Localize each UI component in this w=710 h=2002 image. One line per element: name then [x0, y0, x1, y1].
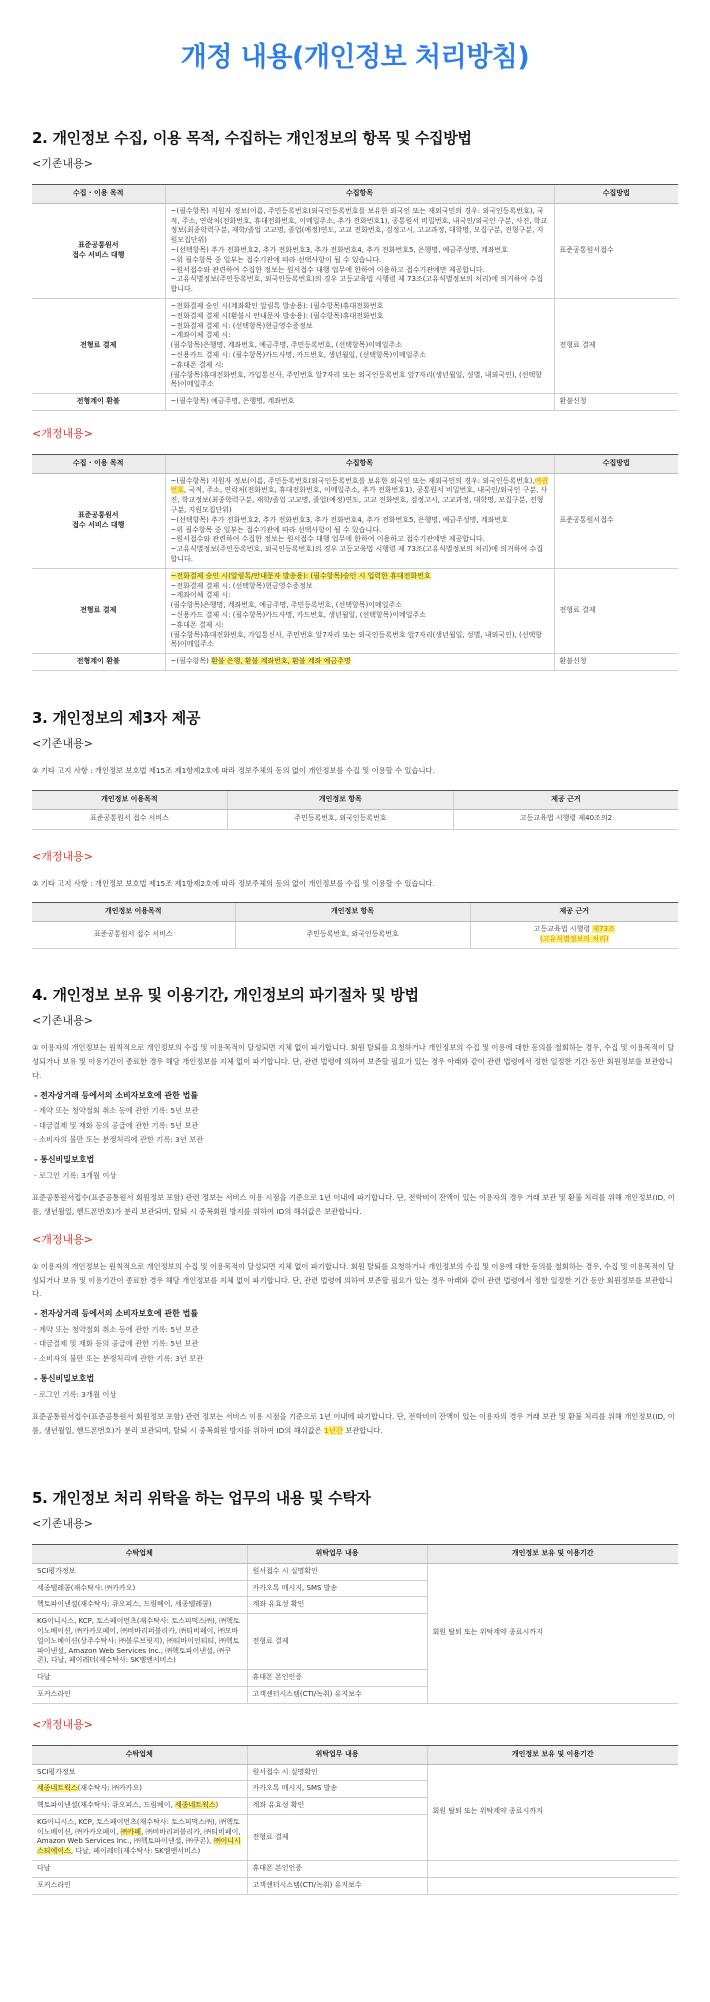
cell-company: SCI평가정보: [32, 1764, 247, 1781]
cell-purpose: 전형료 결제: [32, 299, 165, 394]
cell-task: 원서접수 시 실명확인: [247, 1764, 427, 1781]
cell-company: 포커스라인: [32, 1877, 247, 1894]
cell-period: 회원 탈퇴 또는 위탁계약 종료시까지: [427, 1563, 678, 1703]
list-item: - 로그인 기록: 3개월 이상: [34, 1170, 117, 1180]
highlight: 제73조: [592, 925, 615, 934]
highlight: 환불 은행, 환불 계좌번호, 환불 계좌 예금주명: [211, 657, 351, 666]
cell-company: KG이니시스, KCP, 토스페이먼츠(재수탁사: 토스피먹스㈜), ㈜헥토이노베이션, ㈜카카오페이, ㈜비바리퍼블리카, ㈜티비페이, ㈜모바일이노베이션(상주수탁사: ㈜블루브릿지), ㈜티바이언티티, ㈜헥토파이낸셜, Amazon Web Services Inc., ㈜헥토파이낸셜, ㈜쿠콘), 다날, 페이레터(재수탁사: SK엠앤서비스): [32, 1614, 247, 1670]
table-row: [32, 809, 678, 829]
th-company: 수탁업체: [32, 1545, 247, 1564]
table-row: [32, 568, 678, 653]
law-heading: - 통신비밀보호법: [34, 1155, 95, 1165]
label-new: <개정내용>: [32, 849, 93, 863]
th-purpose: 개인정보 이용목적: [32, 903, 235, 922]
cell-company: [32, 1798, 247, 1815]
label-base: <기존내용>: [32, 1517, 93, 1531]
s3-note: ② 기타 고지 사항 : 개인정보 보호법 제15조 제1항제2호에 따라 정보주체의 동의 없이 개인정보를 수집 및 이용할 수 있습니다.: [32, 766, 435, 776]
table-row: [32, 1877, 678, 1894]
text: 헥토파이낸셜(재수탁사: 큐오피스, 드림베이,: [37, 1801, 175, 1810]
cell-task: 카카오톡 메시지, SMS 발송: [247, 1580, 427, 1597]
text: ~(필수항목) 지원자 정보(이름, 주민등록번호(외국인등록번호를 보유한 외국인 또는 재외국민의 경우: 외국인등록번호),: [170, 476, 535, 485]
law-heading: - 통신비밀보호법: [34, 1373, 95, 1383]
cell-task: 카카오톡 메시지, SMS 발송: [247, 1781, 427, 1798]
section-2-title: 2. 개인정보 수집, 이용 목적, 수집하는 개인정보의 항목 및 수집방법: [32, 129, 472, 147]
text: ): [215, 1801, 219, 1810]
label-base: <기존내용>: [32, 737, 93, 751]
table-row: [32, 654, 678, 671]
table-row: [32, 394, 678, 411]
law-heading: - 전자상거래 등에서의 소비자보호에 관한 법률: [34, 1309, 199, 1319]
table-row: [32, 1764, 678, 1781]
s2-new-table: [32, 454, 678, 671]
label-new: <개정내용>: [32, 1717, 93, 1731]
text: , ㈜비바리퍼블리카, ㈜티비페이, Amazon Web Services Inc., ㈜헥토파이낸셜, ㈜쿠콘),: [37, 1827, 241, 1846]
cell-company: 헥토파이낸셜(재수탁사: 큐오피스, 드림베이, 세종텔레콤): [32, 1597, 247, 1614]
table-row: [32, 203, 678, 298]
cell-items: 주민등록번호, 외국인등록번호: [235, 922, 470, 949]
page-title: 개정 내용(개인정보 처리방침): [180, 42, 530, 73]
th-basis: 제공 근거: [453, 790, 678, 809]
text: , 국적, 주소, 연락처(전화번호, 휴대전화번호, 이메일주소, 추가 전화번호1), 공통원서 비밀번호, 내국인/외국인 구분, 사진, 학교정보(최종학력구분, 재학/졸업 고교명, 졸업(예정)연도, 고교 전화번호, 검정고시, 고교과정, 대학명, 모집구분, 전형구분, 지원모집단위) ~(선택항목) 추가 전화번호2, 추가 전화번호3, 추가 전화번호4, 추가 전화번호5, 은행명, 예금주성명, 계좌번호 ~위 필수항목 중 일부는 접수기관에 따라 선택사항이 될 수 있습니다. ~원서접수와 관련하여 수집한 정보는 원서접수 대행 업무에 한하여 이용하고 접수기관에만 제공합니다. ~고유식별정보(주민등록번호, 외국인등록번호)의 경우 고등교육법 시행령 제 73조(고유식별정보의 처리)에 의거하여 수집합니다.: [170, 486, 548, 564]
cell-company: [32, 1781, 247, 1798]
table-row: [32, 1861, 678, 1878]
label-new: <개정내용>: [32, 1232, 93, 1246]
cell-items: [165, 654, 554, 671]
s3-note: ② 기타 고지 사항 : 개인정보 보호법 제15조 제1항제2호에 따라 정보주체의 동의 없이 개인정보를 수집 및 이용할 수 있습니다.: [32, 878, 435, 888]
cell-purpose: 표준공통원서 접수 서비스: [32, 922, 235, 949]
highlight: 세종네트웍스: [37, 1784, 78, 1793]
list-item: - 계약 또는 청약철회 취소 등에 관한 기록: 5년 보관: [34, 1106, 199, 1116]
cell-purpose: 전형계이 환불: [32, 654, 165, 671]
th-company: 수탁업체: [32, 1745, 247, 1764]
section-5-title: 5. 개인정보 처리 위탁을 하는 업무의 내용 및 수탁자: [32, 1489, 371, 1507]
cell-purpose: 표준공통원서 접수 서비스: [32, 809, 227, 829]
th-items: 수집항목: [165, 454, 554, 473]
list-item: - 소비자의 불만 또는 분쟁처리에 관한 기록: 3년 보관: [34, 1134, 204, 1144]
law-heading: - 전자상거래 등에서의 소비자보호에 관한 법률: [34, 1090, 199, 1100]
cell-company: 다날: [32, 1861, 247, 1878]
cell-task: 계좌 유효성 확인: [247, 1597, 427, 1614]
section-4: [32, 985, 678, 1437]
highlight: 여권번호: [170, 476, 549, 495]
cell-method: 환불신청: [554, 394, 678, 411]
th-period: 개인정보 보유 및 이용기간: [427, 1545, 678, 1564]
cell-method: 표준공통원서접수: [554, 473, 678, 568]
th-purpose: 수집 · 이용 목적: [32, 185, 165, 204]
cell-company: 다날: [32, 1670, 247, 1687]
cell-items: [165, 473, 554, 568]
th-purpose: 개인정보 이용목적: [32, 790, 227, 809]
th-task: 위탁업무 내용: [247, 1545, 427, 1564]
cell-purpose: 전형계이 환불: [32, 394, 165, 411]
cell-items: 주민등록번호, 외국인등록번호: [227, 809, 453, 829]
s5-base-table: [32, 1544, 678, 1704]
s4-para-2: 표준공통원서접수(표준공통원서 회원정보 포함) 관련 정보는 서비스 이용 시점을 기준으로 1년 이내에 파기합니다. 단, 전학비이 잔액이 있는 이용자의 경우 거래 보관 및 환불 처리를 위해 개인정보(ID, 이름, 생년월일, 핸드폰번호)가 분리 보관되며, 탈퇴 시 중복회원 방지를 위하여 ID의 해쉬값은 보관합니다.: [32, 1193, 675, 1216]
table-row: [32, 1563, 678, 1580]
highlight: ㈜카페: [120, 1827, 142, 1836]
list-item: - 소비자의 불만 또는 분쟁처리에 관한 기록: 3년 보관: [34, 1353, 204, 1363]
section-3-title: 3. 개인정보의 제3자 제공: [32, 709, 201, 727]
cell-method: 전형료 결제: [554, 299, 678, 394]
cell-task: 계좌 유효성 확인: [247, 1798, 427, 1815]
cell-company: [32, 1814, 247, 1860]
section-5: [32, 1488, 678, 1895]
label-base: <기존내용>: [32, 1014, 93, 1028]
cell-company: SCI평가정보: [32, 1563, 247, 1580]
section-3: [32, 708, 678, 949]
cell-task: 전형료 결제: [247, 1814, 427, 1860]
s5-new-table: [32, 1745, 678, 1895]
s3-new-table: [32, 902, 678, 948]
list-item: - 로그인 기록: 3개월 이상: [34, 1389, 117, 1399]
th-task: 위탁업무 내용: [247, 1745, 427, 1764]
table-row: [32, 473, 678, 568]
cell-items: ~(필수항목) 예금주명, 은행명, 계좌번호: [165, 394, 554, 411]
section-2: [32, 128, 678, 671]
s4-para-1: ① 이용자의 개인정보는 원칙적으로 개인정보의 수집 및 이용목적이 달성되면 지체 없이 파기합니다. 회원 탈퇴를 요청하거나 개인정보의 수집 및 이용에 대한 동의를 철회하는 경우, 수집 및 이용목적이 달성되거나 보유 및 이용기간이 종료한 경우 해당 개인정보를 지체 없이 파기합니다. 단, 관련 법령에 의하여 보존할 필요가 있는 경우 아래와 같이 관련 법령에서 정한 일정한 기간 동안 회원정보를 보관합니다.: [32, 1261, 675, 1299]
cell-items: ~(필수항목) 지원자 정보(이름, 주민등록번호(외국인등록번호를 보유한 외국인 또는 재외국민의 경우: 외국인등록번호), 국적, 주소, 연락처(전화번호, 휴대전화번호, 이메일주소, 추가 전화번호1), 공통원서 비밀번호, 내국인/외국인 구분, 사진, 학교정보(최종학력구분, 재학/졸업 고교명, 졸업(예정)연도, 고교 전화번호, 검정고시, 고교과정, 대학명, 모집구분, 전형구분, 지원모집단위) ~(선택항목) 추가 전화번호2, 추가 전화번호3, 추가 전화번호4, 추가 전화번호5, 은행명, 예금주성명, 계좌번호 ~위 필수항목 중 일부는 접수기관에 따라 선택사항이 될 수 있습니다. ~원서접수와 관련하여 수집한 정보는 원서접수 대행 업무에 한하여 이용하고 접수기관에만 제공합니다. ~고유식별정보(주민등록번호, 외국인등록번호)의 경우 고등교육법 시행령 제 73조(고유식별정보의 처리)에 의거하여 수집합니다.: [165, 203, 554, 298]
text: 보관합니다.: [342, 1425, 383, 1435]
cell-period-empty: [427, 1861, 678, 1878]
text: KG이니시스, KCP, 토스페이먼츠(재수탁사: 토스피먹스㈜), ㈜헥토이노베이션, ㈜카카오페이,: [37, 1817, 240, 1836]
table-row: [32, 299, 678, 394]
list-item: - 계약 또는 청약철회 취소 등에 관한 기록: 5년 보관: [34, 1325, 199, 1335]
th-items: 수집항목: [165, 185, 554, 204]
text: (재수탁사: ㈜카카오): [77, 1784, 142, 1793]
cell-period: 회원 탈퇴 또는 위탁계약 종료시까지: [427, 1764, 678, 1861]
highlight: 세종네트웍스: [174, 1801, 216, 1810]
th-items: 개인정보 항목: [227, 790, 453, 809]
cell-task: 전형료 결제: [247, 1614, 427, 1670]
cell-purpose: 표준공통원서 접수 서비스 대행: [32, 203, 165, 298]
cell-purpose: 표준공통원서 접수 서비스 대행: [32, 473, 165, 568]
s4-para-2: [32, 1410, 678, 1438]
th-items: 개인정보 항목: [235, 903, 470, 922]
text: ~(필수항목): [170, 657, 212, 666]
label-base: <기존내용>: [32, 157, 93, 171]
th-purpose: 수집 · 이용 목적: [32, 454, 165, 473]
text: , 다날, 페이레터(재수탁사: SK엠앤서비스): [70, 1847, 201, 1856]
text: 고등교육법 시행령: [533, 925, 593, 934]
cell-company: 포커스라인: [32, 1687, 247, 1704]
cell-task: 고객센터시스템(CTI/녹취) 유지보수: [247, 1687, 427, 1704]
text: ~전화결제 결제 시: (선택항목)현금영수증정보 ~계좌이체 결제 시: (필수항목)은행명, 계좌번호, 예금주명, 주민등록번호, (선택항목)이메일주소 ~신용카드 결제 시: (필수항목)카드사명, 카드번호, 생년월일, (선택항목)이메일주소 ~휴대폰 결제 시: (필수항목)휴대전화번호, 가입통신사, 주민번호 앞7자리 또는 외국인등록번호 앞7자리(생년월일, 성별, 내외국인), (선택항목)이메일주소: [170, 581, 543, 649]
highlight: 1년간: [324, 1425, 343, 1435]
cell-items: ~전화결제 승인 시(계좌확인 알림톡 발송용): (필수항목)휴대전화번호 ~전화결제 결제 시(환불시 안내문자 발송용): (필수항목)휴대전화번호 ~전화결제 결제 시: (선택항목)현금영수증정보 ~계좌이체 결제 시: (필수항목)은행명, 계좌번호, 예금주명, 주민등록번호, (선택항목)이메일주소 ~신용카드 결제 시: (필수항목)카드사명, 카드번호, 생년월일, (선택항목)이메일주소 ~휴대폰 결제 시: (필수항목)휴대전화번호, 가입통신사, 주민번호 앞7자리 또는 외국인등록번호 앞7자리(생년월일, 성별, 내외국인), (선택항목)이메일주소: [165, 299, 554, 394]
highlight: ㈜이니시스티에이스: [37, 1837, 241, 1856]
list-item: - 대금결제 및 재화 등의 공급에 관한 기록: 5년 보관: [34, 1339, 199, 1349]
cell-task: 원서접수 시 실명확인: [247, 1563, 427, 1580]
text: 표준공통원서접수(표준공통원서 회원정보 포함) 관련 정보는 서비스 이용 시점을 기준으로 1년 이내에 파기합니다. 단, 전학비이 잔액이 있는 이용자의 경우 거래 보관 및 환불 처리를 위해 개인정보(ID, 이름, 생년월일, 핸드폰번호)가 분리 보관되며, 탈퇴 시 중복회원 방지를 위하여 ID의 해쉬값은: [32, 1411, 675, 1435]
cell-task: 휴대폰 본인인증: [247, 1861, 427, 1878]
cell-basis: [470, 922, 678, 949]
cell-task: 휴대폰 본인인증: [247, 1670, 427, 1687]
cell-items: [165, 568, 554, 653]
cell-method: 전형료 결제: [554, 568, 678, 653]
th-method: 수집방법: [554, 454, 678, 473]
highlight: ~전화결제 승인 시(알림톡/안내문자 발송용): (필수항목)승인 시 입력한 휴대전화번호: [170, 571, 431, 580]
cell-company: 세종텔레콤(재수탁사: ㈜카카오): [32, 1580, 247, 1597]
th-period: 개인정보 보유 및 이용기간: [427, 1745, 678, 1764]
table-row: [32, 922, 678, 949]
list-item: - 대금결제 및 재화 등의 공급에 관한 기록: 5년 보관: [34, 1120, 199, 1130]
th-method: 수집방법: [554, 185, 678, 204]
cell-method: 표준공통원서접수: [554, 203, 678, 298]
highlight: (고유식별정보의 처리): [539, 935, 609, 944]
section-4-title: 4. 개인정보 보유 및 이용기간, 개인정보의 파기절차 및 방법: [32, 986, 419, 1004]
cell-period-empty: [427, 1877, 678, 1894]
label-new: <개정내용>: [32, 427, 93, 441]
cell-method: 환불신청: [554, 654, 678, 671]
s3-base-table: [32, 790, 678, 830]
th-basis: 제공 근거: [470, 903, 678, 922]
s4-para-1: ① 이용자의 개인정보는 원칙적으로 개인정보의 수집 및 이용목적이 달성되면 지체 없이 파기합니다. 회원 탈퇴를 요청하거나 개인정보의 수집 및 이용에 대한 동의를 철회하는 경우, 수집 및 이용목적이 달성되거나 보유 및 이용기간이 종료한 경우 해당 개인정보를 지체 없이 파기합니다. 단, 관련 법령에 의하여 보존할 필요가 있는 경우 아래와 같이 관련 법령에서 정한 일정한 기간 동안 회원정보를 보관합니다.: [32, 1043, 675, 1080]
cell-task: 고객센터시스템(CTI/녹취) 유지보수: [247, 1877, 427, 1894]
cell-purpose: 전형료 결제: [32, 568, 165, 653]
s2-base-table: [32, 184, 678, 411]
cell-basis: 고등교육법 시행령 제40조의2: [453, 809, 678, 829]
